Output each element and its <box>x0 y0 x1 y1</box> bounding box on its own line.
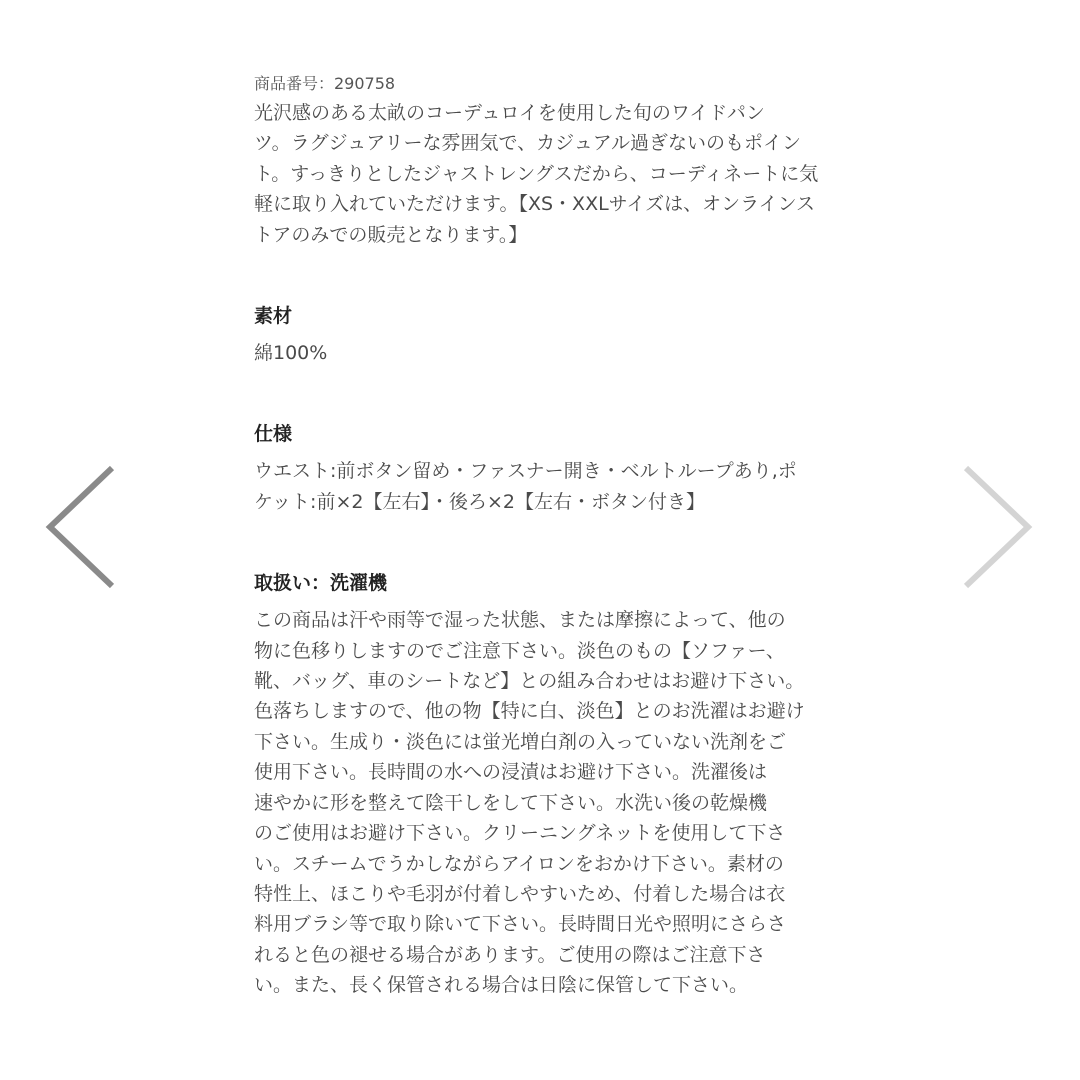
care-section <box>254 569 834 1000</box>
care-line: 料用ブラシ等で取り除いて下さい。長時間日光や照明にさらさ <box>254 913 787 936</box>
spec-line: ケット:前×2【左右】・後ろ×2【左右・ボタン付き】 <box>254 490 705 513</box>
care-line: 使用下さい。長時間の水への浸漬はお避け下さい。洗濯後は <box>254 761 768 784</box>
chevron-right-icon <box>958 464 1038 590</box>
material-heading: 素材 <box>254 305 293 328</box>
material-section <box>254 302 834 368</box>
description-line: ト。すっきりとしたジャストレングスだから、コーディネートに気 <box>254 162 819 185</box>
care-line: この商品は汗や雨等で湿った状態、または摩擦によって、他の <box>254 609 786 632</box>
spec-text <box>254 456 834 517</box>
care-line: のご使用はお避け下さい。クリーニングネットを使用して下さ <box>254 822 786 845</box>
care-line: 下さい。生成り・淡色には蛍光増白剤の入っていない洗剤をご <box>254 730 787 753</box>
spec-line: ウエスト:前ボタン留め・ファスナー開き・ベルトループあり,ポ <box>254 460 797 483</box>
chevron-left-icon <box>40 464 120 590</box>
description-line: 軽に取り入れていただけます。【XS・XXLサイズは、オンラインス <box>254 193 816 216</box>
description-line: 光沢感のある太畝のコーデュロイを使用した旬のワイドパン <box>254 102 765 124</box>
care-line: 色落ちしますので、他の物【特に白、淡色】とのお洗濯はお避け <box>254 700 805 723</box>
care-heading: 取扱い：洗濯機 <box>254 572 388 595</box>
spec-heading: 仕様 <box>254 423 293 446</box>
care-line: 特性上、ほこりや毛羽が付着しやすいため、付着した場合は衣 <box>254 882 786 905</box>
product-number: 商品番号：290758 <box>254 74 396 93</box>
care-text <box>254 605 834 1000</box>
care-line: 靴、バッグ、車のシートなど】との組み合わせはお避け下さい。 <box>254 670 805 693</box>
product-detail-panel <box>254 72 834 1001</box>
description-line: ツ。ラグジュアリーな雰囲気で、カジュアル過ぎないのもポイン <box>254 132 802 155</box>
care-line: 物に色移りしますのでご注意下さい。淡色のもの【ソファー、 <box>254 639 785 662</box>
care-line: 速やかに形を整えて陰干しをして下さい。水洗い後の乾燥機 <box>254 791 768 814</box>
previous-arrow-button[interactable] <box>40 464 120 590</box>
care-line: い。スチームでうかしながらアイロンをおかけ下さい。素材の <box>254 852 784 875</box>
description-line: トアのみでの販売となります。】 <box>254 223 528 246</box>
product-description <box>254 98 834 250</box>
care-line: い。また、長く保管される場合は日陰に保管して下さい。 <box>254 974 749 997</box>
care-line: れると色の褪せる場合があります。ご使用の際はご注意下さ <box>254 943 766 966</box>
spec-section <box>254 420 834 517</box>
next-arrow-button[interactable] <box>958 464 1038 590</box>
material-value: 綿100% <box>254 342 328 365</box>
